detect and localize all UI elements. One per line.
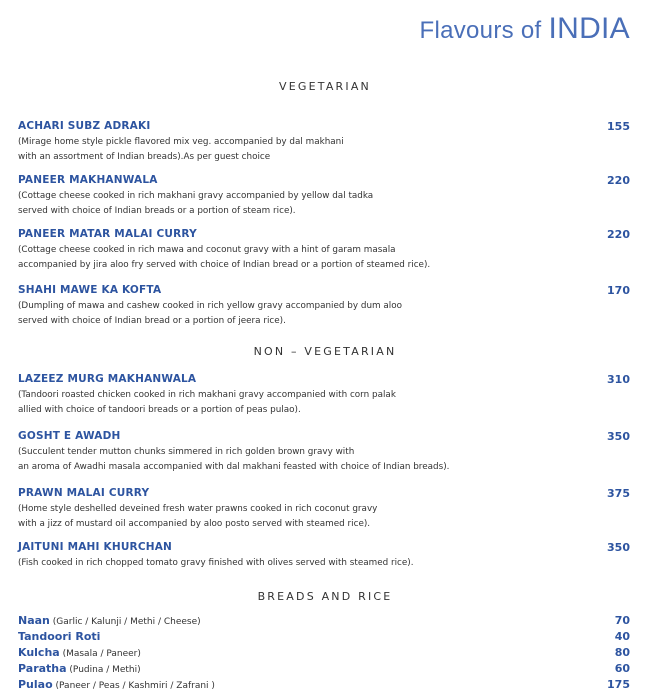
bread-name: Paratha bbox=[18, 662, 67, 675]
item-description-line: (Fish cooked in rich chopped tomato gravy finished with olives served with steamed rice). bbox=[18, 558, 414, 568]
bread-price: 60 bbox=[614, 662, 630, 675]
item-price: 310 bbox=[607, 373, 630, 386]
menu-item bbox=[18, 430, 630, 475]
item-name: ACHARI SUBZ ADRAKI bbox=[18, 120, 151, 132]
item-price: 170 bbox=[607, 284, 630, 297]
item-price: 375 bbox=[607, 487, 630, 500]
title-prefix: Flavours of bbox=[419, 17, 549, 44]
item-price: 350 bbox=[607, 430, 630, 443]
item-description bbox=[18, 502, 630, 532]
bread-name: Tandoori Roti bbox=[18, 630, 101, 643]
bread-price: 80 bbox=[614, 646, 630, 659]
bread-name: Kulcha bbox=[18, 646, 60, 659]
page-title bbox=[420, 12, 631, 46]
menu-item bbox=[18, 228, 630, 273]
bread-item bbox=[18, 630, 630, 646]
bread-price: 40 bbox=[614, 630, 630, 643]
item-description-line: with a jizz of mustard oil accompanied by aloo posto served with steamed rice). bbox=[18, 519, 371, 529]
item-description-line: (Home style deshelled deveined fresh water prawns cooked in rich coconut gravy bbox=[18, 504, 378, 514]
item-name: JAITUNI MAHI KHURCHAN bbox=[18, 541, 173, 553]
bread-name: Pulao bbox=[18, 678, 53, 691]
item-description-line: (Succulent tender mutton chunks simmered in rich golden brown gravy with bbox=[18, 447, 355, 457]
bread-options: (Paneer / Peas / Kashmiri / Zafrani ) bbox=[52, 681, 215, 691]
bread-item bbox=[18, 678, 630, 694]
bread-price: 175 bbox=[607, 678, 630, 691]
item-price: 220 bbox=[607, 174, 630, 187]
item-name: GOSHT E AWADH bbox=[18, 430, 121, 442]
bread-options: (Pudina / Methi) bbox=[66, 665, 141, 675]
item-name: SHAHI MAWE KA KOFTA bbox=[18, 284, 162, 296]
bread-name: Naan bbox=[18, 614, 50, 627]
item-description-line: (Tandoori roasted chicken cooked in rich makhani gravy accompanied with corn palak bbox=[18, 390, 396, 400]
item-description-line: served with choice of Indian bread or a portion of jeera rice). bbox=[18, 316, 286, 326]
bread-options: (Garlic / Kalunji / Methi / Cheese) bbox=[49, 617, 201, 627]
item-price: 220 bbox=[607, 228, 630, 241]
item-name: PANEER MAKHANWALA bbox=[18, 174, 158, 186]
item-name: PRAWN MALAI CURRY bbox=[18, 487, 150, 499]
item-description bbox=[18, 445, 630, 475]
item-description bbox=[18, 556, 630, 571]
item-description-line: (Dumpling of mawa and cashew cooked in rich yellow gravy accompanied by dum aloo bbox=[18, 301, 402, 311]
menu-item bbox=[18, 284, 630, 329]
item-description bbox=[18, 299, 630, 329]
item-description-line: allied with choice of tandoori breads or a portion of peas pulao). bbox=[18, 405, 301, 415]
section-heading-breads-rice: BREADS AND RICE bbox=[257, 590, 393, 603]
item-description bbox=[18, 388, 630, 418]
item-description-line: accompanied by jira aloo fry served with choice of Indian bread or a portion of steamed rice). bbox=[18, 260, 431, 270]
item-description bbox=[18, 135, 630, 165]
item-description-line: (Mirage home style pickle flavored mix veg. accompanied by dal makhani bbox=[18, 137, 344, 147]
item-price: 350 bbox=[607, 541, 630, 554]
bread-options: (Masala / Paneer) bbox=[59, 649, 141, 659]
item-name: LAZEEZ MURG MAKHANWALA bbox=[18, 373, 197, 385]
item-description bbox=[18, 189, 630, 219]
item-description-line: with an assortment of Indian breads).As per guest choice bbox=[18, 152, 271, 162]
menu-item bbox=[18, 120, 630, 165]
section-heading-non-vegetarian: NON – VEGETARIAN bbox=[253, 345, 397, 358]
bread-item bbox=[18, 646, 630, 662]
bread-item bbox=[18, 662, 630, 678]
item-name: PANEER MATAR MALAI CURRY bbox=[18, 228, 197, 240]
bread-price: 70 bbox=[614, 614, 630, 627]
item-description-line: served with choice of Indian breads or a portion of steam rice). bbox=[18, 206, 296, 216]
item-description-line: (Cottage cheese cooked in rich makhani gravy accompanied by yellow dal tadka bbox=[18, 191, 374, 201]
item-description-line: an aroma of Awadhi masala accompanied with dal makhani feasted with choice of Indian breads). bbox=[18, 462, 450, 472]
menu-item bbox=[18, 373, 630, 418]
item-description-line: (Cottage cheese cooked in rich mawa and coconut gravy with a hint of garam masala bbox=[18, 245, 396, 255]
item-price: 155 bbox=[607, 120, 630, 133]
bread-item bbox=[18, 614, 630, 630]
menu-item bbox=[18, 487, 630, 532]
section-heading-vegetarian: VEGETARIAN bbox=[279, 80, 371, 93]
title-main: INDIA bbox=[548, 12, 630, 45]
menu-item bbox=[18, 174, 630, 219]
item-description bbox=[18, 243, 630, 273]
menu-item bbox=[18, 541, 630, 571]
